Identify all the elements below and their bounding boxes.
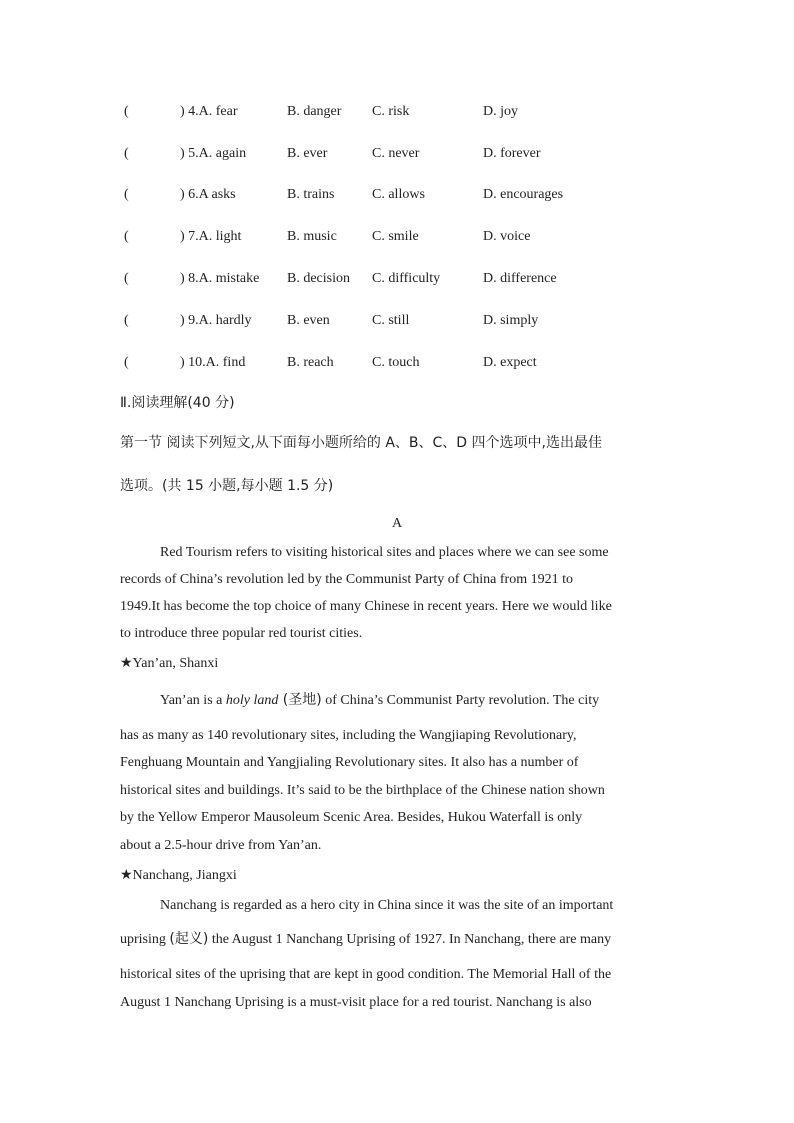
question-row xyxy=(124,353,684,373)
question-option-c: C. still xyxy=(372,313,410,328)
question-option-a: ) 6.A asks xyxy=(180,187,236,202)
question-row xyxy=(124,311,684,331)
question-option-b: B. decision xyxy=(287,271,350,286)
question-option-a: ) 10.A. find xyxy=(180,355,246,370)
answer-blank-open: ( xyxy=(124,313,129,328)
question-row xyxy=(124,227,684,247)
question-option-c: C. allows xyxy=(372,187,425,202)
question-option-d: D. joy xyxy=(483,104,518,119)
question-option-a: ) 8.A. mistake xyxy=(180,271,260,286)
question-option-c: C. risk xyxy=(372,104,410,119)
section-instructions-line2: 选项。(共 15 小题,每小题 1.5 分) xyxy=(120,478,334,494)
question-option-b: B. reach xyxy=(287,355,334,370)
question-option-a: ) 4.A. fear xyxy=(180,104,238,119)
answer-blank-open: ( xyxy=(124,187,129,202)
paragraph-text: uprising xyxy=(120,932,170,947)
answer-blank-open: ( xyxy=(124,355,129,370)
paragraph-line xyxy=(120,929,674,950)
paragraph-line: August 1 Nanchang Uprising is a must-visit place for a red tourist. Nanchang is also xyxy=(120,995,592,1010)
question-option-d: D. difference xyxy=(483,271,557,286)
paragraph-line xyxy=(160,690,672,711)
section-instructions-line1: 第一节 阅读下列短文,从下面每小题所给的 A、B、C、D 四个选项中,选出最佳 xyxy=(120,435,602,451)
paragraph-line: by the Yellow Emperor Mausoleum Scenic Area. Besides, Hukou Waterfall is only xyxy=(120,810,583,825)
city-heading: ★Yan’an, Shanxi xyxy=(120,656,219,671)
answer-blank-open: ( xyxy=(124,146,129,161)
paragraph-line: 1949.It has become the top choice of many Chinese in recent years. Here we would like xyxy=(120,599,612,614)
chinese-gloss: (起义) xyxy=(169,931,209,947)
passage-label: A xyxy=(391,516,403,531)
question-row xyxy=(124,102,684,122)
question-option-d: D. expect xyxy=(483,355,537,370)
question-option-b: B. ever xyxy=(287,146,328,161)
paragraph-text: Yan’an is a xyxy=(160,693,226,708)
question-option-d: D. simply xyxy=(483,313,539,328)
paragraph-line: to introduce three popular red tourist cities. xyxy=(120,626,363,641)
question-option-a: ) 9.A. hardly xyxy=(180,313,252,328)
chinese-gloss: (圣地) xyxy=(278,692,322,708)
paragraph-line: has as many as 140 revolutionary sites, including the Wangjiaping Revolutionary, xyxy=(120,728,577,743)
answer-blank-open: ( xyxy=(124,271,129,286)
question-row xyxy=(124,269,684,289)
section-title: Ⅱ.阅读理解(40 分) xyxy=(120,395,235,411)
paragraph-line: historical sites and buildings. It’s said to be the birthplace of the Chinese nation shown xyxy=(120,783,605,798)
question-option-c: C. touch xyxy=(372,355,420,370)
question-option-a: ) 7.A. light xyxy=(180,229,242,244)
paragraph-text: the August 1 Nanchang Uprising of 1927. In Nanchang, there are many xyxy=(208,932,612,947)
paragraph-text: of China’s Communist Party revolution. The city xyxy=(321,693,600,708)
question-option-c: C. never xyxy=(372,146,420,161)
question-option-b: B. music xyxy=(287,229,337,244)
paragraph-line: records of China’s revolution led by the Communist Party of China from 1921 to xyxy=(120,572,573,587)
question-option-c: C. smile xyxy=(372,229,419,244)
paragraph-line: Fenghuang Mountain and Yangjialing Revolutionary sites. It also has a number of xyxy=(120,755,579,770)
question-option-b: B. danger xyxy=(287,104,342,119)
question-option-d: D. voice xyxy=(483,229,531,244)
question-row xyxy=(124,144,684,164)
answer-blank-open: ( xyxy=(124,229,129,244)
paragraph-line: Red Tourism refers to visiting historical sites and places where we can see some xyxy=(160,545,609,560)
italic-term: holy land xyxy=(225,693,279,708)
question-option-b: B. trains xyxy=(287,187,335,202)
question-row xyxy=(124,185,684,205)
question-option-b: B. even xyxy=(287,313,330,328)
answer-blank-open: ( xyxy=(124,104,129,119)
paragraph-line: about a 2.5-hour drive from Yan’an. xyxy=(120,838,322,853)
question-option-a: ) 5.A. again xyxy=(180,146,247,161)
question-option-d: D. encourages xyxy=(483,187,564,202)
question-option-d: D. forever xyxy=(483,146,541,161)
paragraph-line: historical sites of the uprising that are kept in good condition. The Memorial Hall of the xyxy=(120,967,612,982)
paragraph-line: Nanchang is regarded as a hero city in China since it was the site of an important xyxy=(160,898,614,913)
city-heading: ★Nanchang, Jiangxi xyxy=(120,868,237,883)
question-option-c: C. difficulty xyxy=(372,271,441,286)
